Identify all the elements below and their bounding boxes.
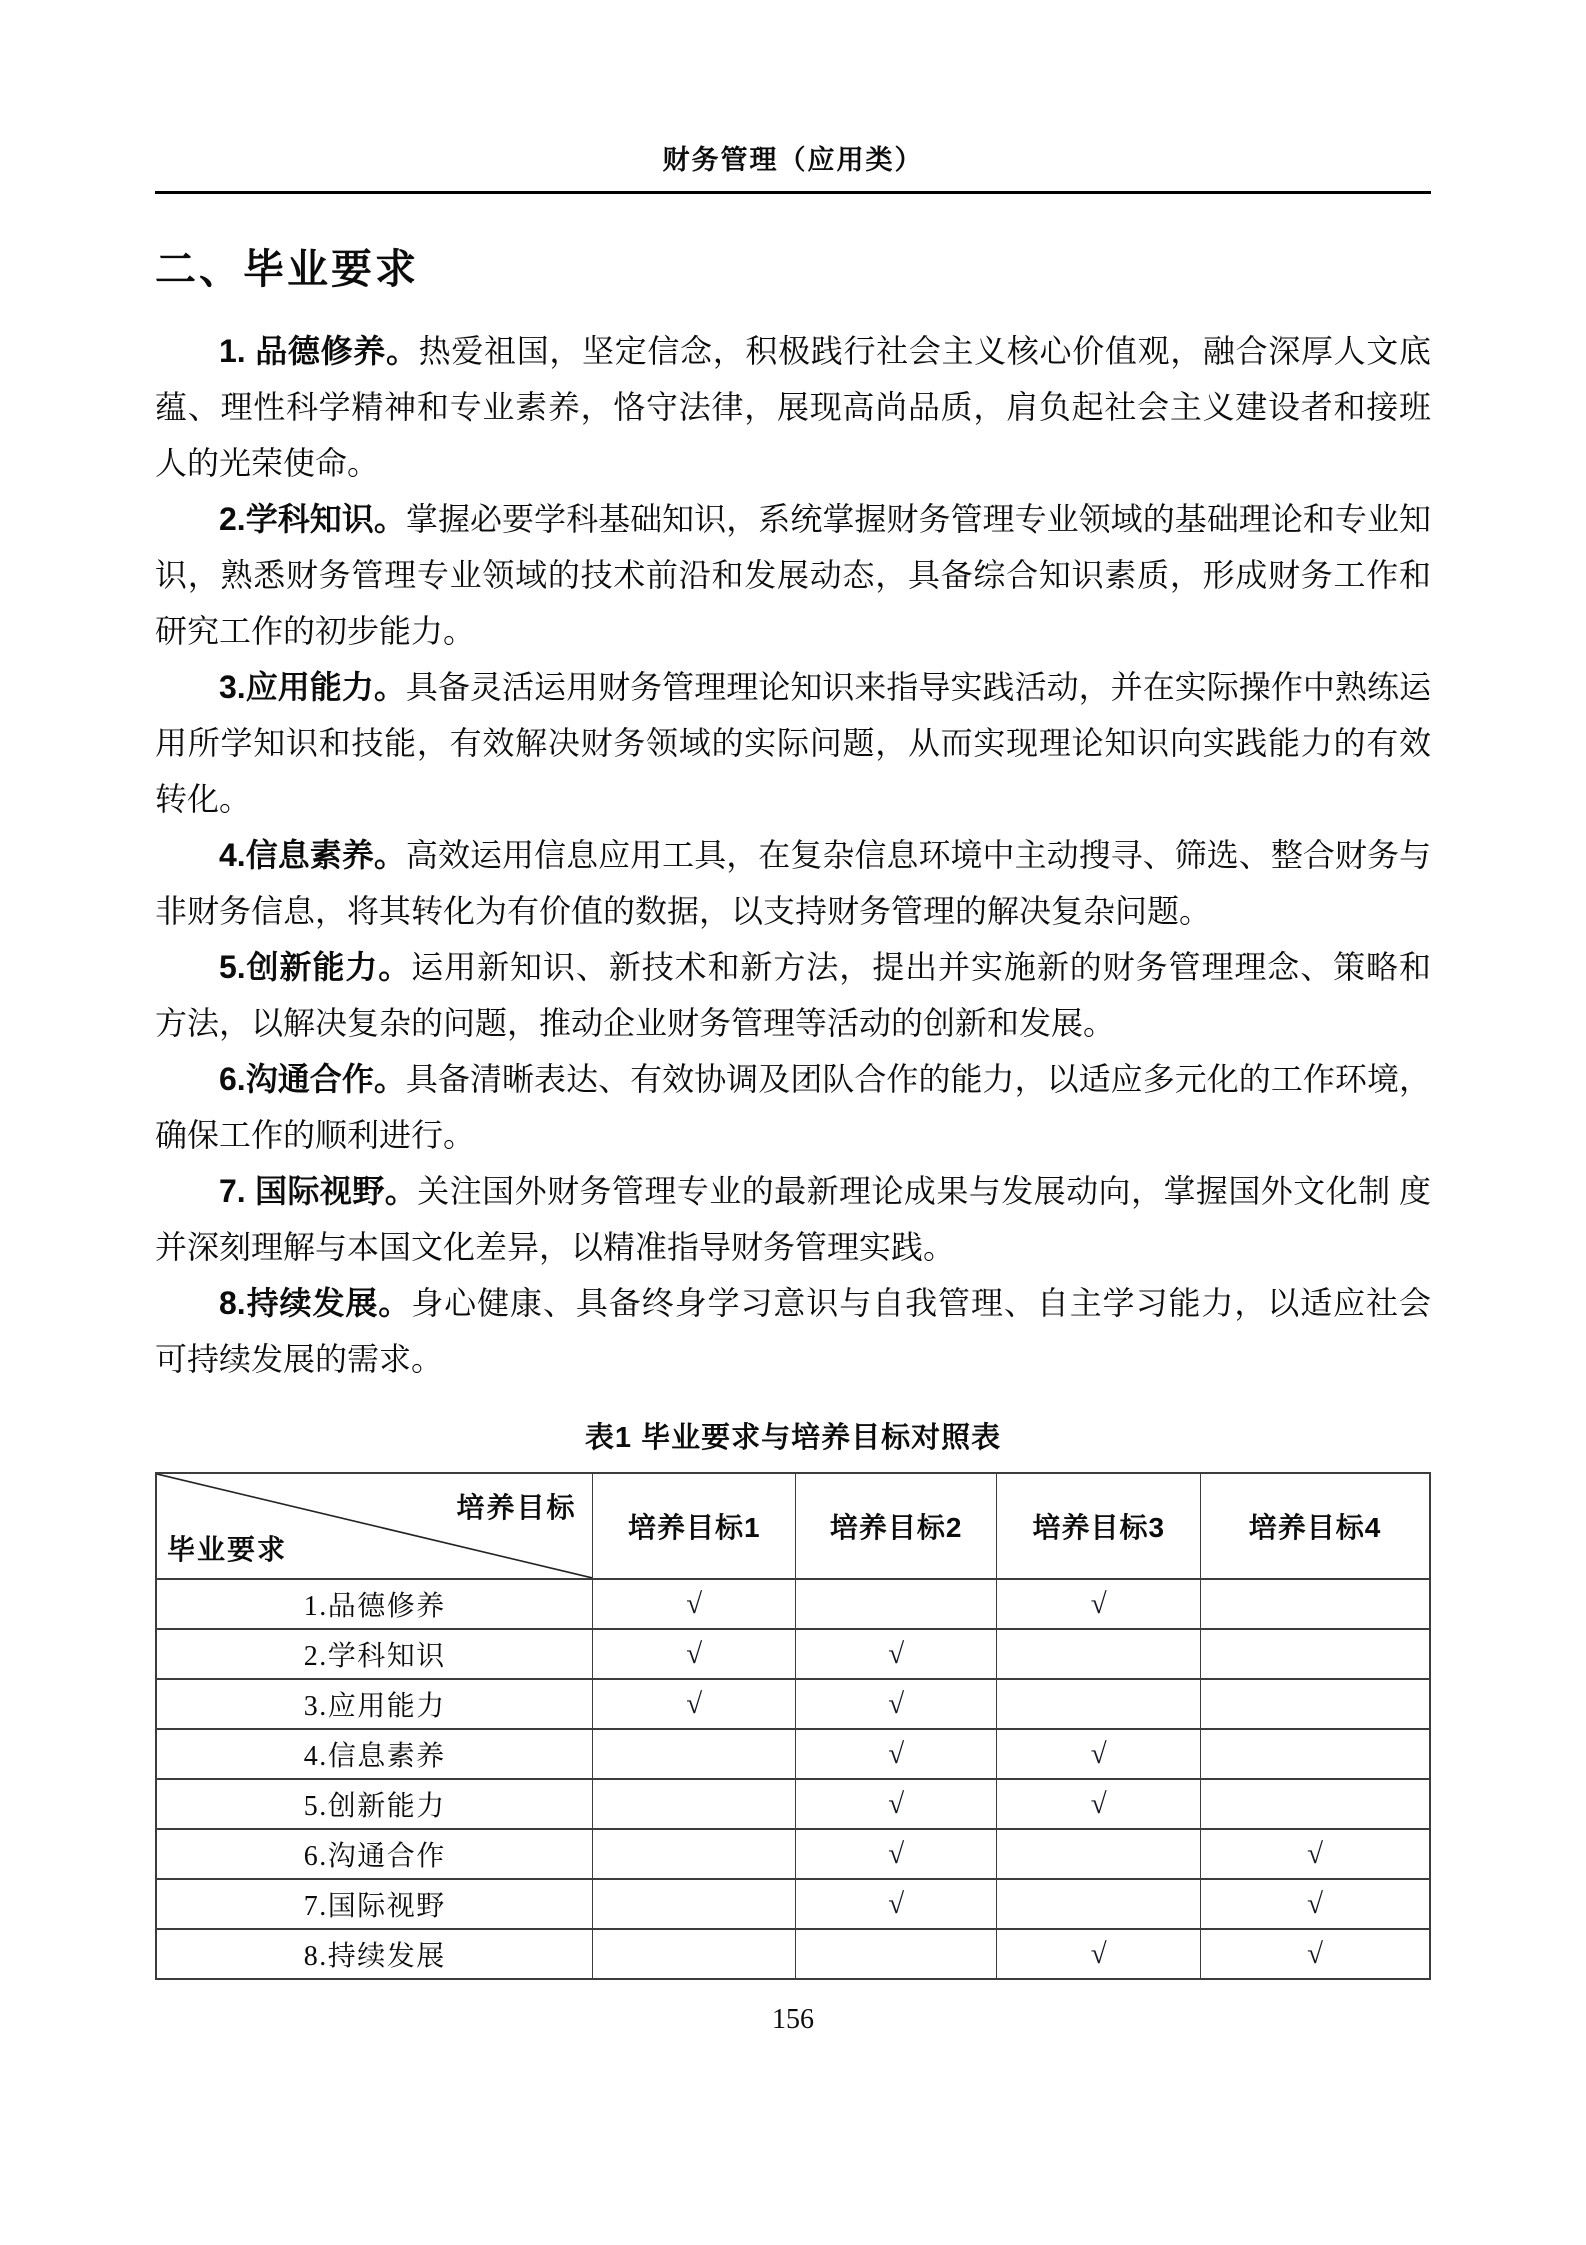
goal-column-header: 培养目标3 [997, 1473, 1201, 1579]
check-mark: √ [796, 1629, 997, 1679]
check-mark: √ [997, 1779, 1201, 1829]
empty-cell [997, 1629, 1201, 1679]
table-header-row [156, 1473, 1430, 1579]
check-mark: √ [1201, 1879, 1430, 1929]
diagonal-corner-cell [156, 1473, 593, 1579]
check-mark: √ [1201, 1829, 1430, 1879]
requirement-lead: 7. 国际视野。 [219, 1173, 418, 1209]
check-mark: √ [997, 1929, 1201, 1979]
row-label: 6.沟通合作 [156, 1829, 593, 1879]
check-mark: √ [997, 1579, 1201, 1629]
requirement-text: 掌握必要学科基础知识，系统掌握财务管理专业领域的基础理论和专业知识，熟悉财务管理专业领域的技术前沿和发展动态，具备综合知识素质，形成财务工作和研究工作的初步能力。 [155, 501, 1431, 649]
empty-cell [1201, 1729, 1430, 1779]
requirement-paragraph [155, 1163, 1431, 1275]
corner-label-goals: 培养目标 [456, 1492, 577, 1523]
running-header-title: 财务管理（应用类） [662, 145, 924, 175]
check-mark: √ [796, 1879, 997, 1929]
goal-column-header: 培养目标1 [593, 1473, 796, 1579]
check-mark: √ [593, 1579, 796, 1629]
table-row [156, 1929, 1430, 1979]
requirement-paragraph [155, 939, 1431, 1051]
requirement-paragraph [155, 1051, 1431, 1163]
corner-label-requirements: 毕业要求 [167, 1534, 288, 1565]
empty-cell [593, 1829, 796, 1879]
requirement-paragraph [155, 659, 1431, 827]
check-mark: √ [997, 1729, 1201, 1779]
requirement-text: 高效运用信息应用工具，在复杂信息环境中主动搜寻、筛选、整合财务与非财务信息，将其转化为有价值的数据，以支持财务管理的解决复杂问题。 [155, 837, 1431, 929]
check-mark: √ [1201, 1929, 1430, 1979]
requirement-text: 具备灵活运用财务管理理论知识来指导实践活动，并在实际操作中熟练运用所学知识和技能，有效解决财务领域的实际问题，从而实现理论知识向实践能力的有效转化。 [155, 669, 1431, 817]
table-row [156, 1879, 1430, 1929]
requirement-paragraph [155, 323, 1431, 491]
check-mark: √ [796, 1679, 997, 1729]
empty-cell [796, 1929, 997, 1979]
empty-cell [1201, 1779, 1430, 1829]
requirement-paragraph [155, 1275, 1431, 1387]
requirement-lead: 3.应用能力。 [219, 669, 406, 705]
check-mark: √ [796, 1779, 997, 1829]
page-number: 156 [772, 2004, 814, 2035]
requirement-text: 具备清晰表达、有效协调及团队合作的能力，以适应多元化的工作环境，确保工作的顺利进行。 [155, 1061, 1431, 1153]
row-label: 8.持续发展 [156, 1929, 593, 1979]
requirement-paragraph [155, 491, 1431, 659]
row-label: 3.应用能力 [156, 1679, 593, 1729]
row-label: 1.品德修养 [156, 1579, 593, 1629]
goal-column-header: 培养目标4 [1201, 1473, 1430, 1579]
empty-cell [1201, 1579, 1430, 1629]
check-mark: √ [593, 1679, 796, 1729]
requirement-text: 热爱祖国，坚定信念，积极践行社会主义核心价值观，融合深厚人文底蕴、理性科学精神和专业素养，恪守法律，展现高尚品质，肩负起社会主义建设者和接班 人的光荣使命。 [155, 333, 1431, 481]
row-label: 4.信息素养 [156, 1729, 593, 1779]
requirements-list [155, 323, 1431, 1387]
row-label: 5.创新能力 [156, 1779, 593, 1829]
row-label: 7.国际视野 [156, 1879, 593, 1929]
header-rule [155, 191, 1431, 194]
table-caption: 表1 毕业要求与培养目标对照表 [584, 1422, 1002, 1454]
table-row [156, 1629, 1430, 1679]
empty-cell [593, 1779, 796, 1829]
requirement-lead: 5.创新能力。 [219, 949, 412, 985]
requirement-lead: 6.沟通合作。 [219, 1061, 406, 1097]
row-label: 2.学科知识 [156, 1629, 593, 1679]
empty-cell [593, 1729, 796, 1779]
requirement-paragraph [155, 827, 1431, 939]
table-row [156, 1779, 1430, 1829]
requirement-text: 关注国外财务管理专业的最新理论成果与发展动向，掌握国外文化制 度并深刻理解与本国文化差异，以精准指导财务管理实践。 [155, 1173, 1431, 1265]
check-mark: √ [796, 1729, 997, 1779]
requirement-text: 身心健康、具备终身学习意识与自我管理、自主学习能力，以适应社会 可持续发展的需求。 [155, 1285, 1431, 1377]
requirement-lead: 2.学科知识。 [219, 501, 406, 537]
empty-cell [593, 1929, 796, 1979]
empty-cell [997, 1879, 1201, 1929]
table-row [156, 1829, 1430, 1879]
empty-cell [796, 1579, 997, 1629]
empty-cell [1201, 1629, 1430, 1679]
requirement-lead: 1. 品德修养。 [219, 333, 419, 369]
check-mark: √ [593, 1629, 796, 1679]
requirement-lead: 8.持续发展。 [219, 1285, 412, 1321]
section-heading: 二、毕业要求 [155, 246, 419, 292]
table-row [156, 1679, 1430, 1729]
requirement-lead: 4.信息素养。 [219, 837, 406, 873]
check-mark: √ [796, 1829, 997, 1879]
empty-cell [997, 1679, 1201, 1729]
table-row [156, 1579, 1430, 1629]
empty-cell [593, 1879, 796, 1929]
requirement-text: 运用新知识、新技术和新方法，提出并实施新的财务管理理念、策略和 方法，以解决复杂的问题，推动企业财务管理等活动的创新和发展。 [155, 949, 1431, 1041]
goal-column-header: 培养目标2 [796, 1473, 997, 1579]
table-row [156, 1729, 1430, 1779]
mapping-table [155, 1472, 1431, 1980]
empty-cell [1201, 1679, 1430, 1729]
empty-cell [997, 1829, 1201, 1879]
